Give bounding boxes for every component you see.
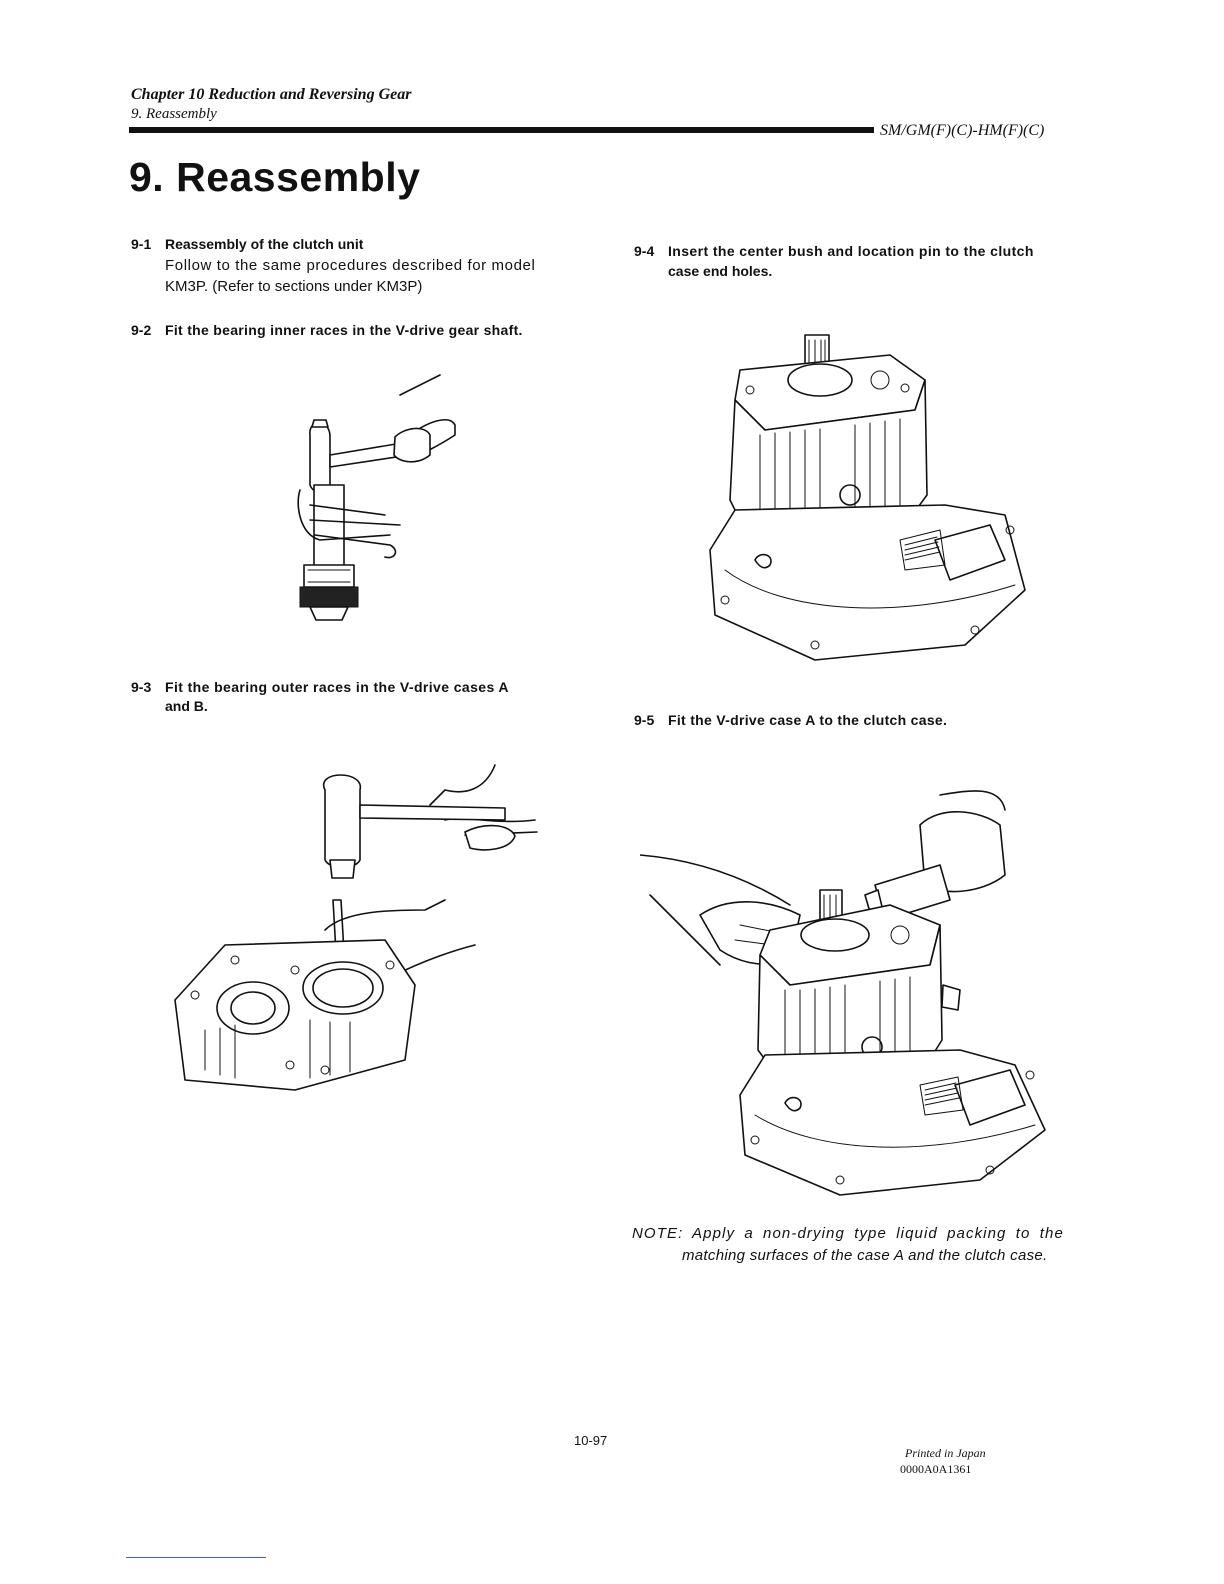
- note-line2: matching surfaces of the case A and the clutch case.: [682, 1247, 1048, 1264]
- footer-link-line: [126, 1557, 266, 1558]
- figure-outer-race-hammering: [165, 760, 545, 1105]
- step-9-3-title-line2: and B.: [165, 698, 208, 714]
- step-9-4-title-line1: Insert the center bush and location pin to the clutch: [668, 243, 1034, 259]
- figure-gear-shaft-hammering: [290, 365, 470, 630]
- figure-clutch-case-pins: [705, 330, 1035, 665]
- step-9-3-title-line1: Fit the bearing outer races in the V-drive cases A: [165, 679, 509, 695]
- step-9-1-body-line1: Follow to the same procedures described for model: [165, 257, 536, 274]
- step-9-5-title: Fit the V-drive case A to the clutch case.: [668, 712, 948, 728]
- step-9-1-number: 9-1: [131, 236, 152, 252]
- header-rule: [129, 127, 874, 133]
- step-9-2-title: Fit the bearing inner races in the V-drive gear shaft.: [165, 322, 523, 338]
- model-label: SM/GM(F)(C)-HM(F)(C): [880, 122, 1045, 139]
- step-9-1-title: Reassembly of the clutch unit: [165, 236, 364, 252]
- step-9-3-number: 9-3: [131, 679, 152, 695]
- page-title: 9. Reassembly: [129, 154, 421, 200]
- note-line1: NOTE: Apply a non-drying type liquid packing to the: [632, 1225, 1064, 1242]
- step-9-1-body-line2: KM3P. (Refer to sections under KM3P): [165, 278, 423, 295]
- page-number: 10-97: [574, 1433, 608, 1448]
- step-9-2-number: 9-2: [131, 322, 152, 338]
- document-code: 0000A0A1361: [900, 1462, 972, 1476]
- printed-in: Printed in Japan: [905, 1446, 986, 1460]
- step-9-5-number: 9-5: [634, 712, 655, 728]
- figure-liquid-packing: [640, 785, 1060, 1205]
- step-9-4-title-line2: case end holes.: [668, 263, 773, 279]
- section-heading: 9. Reassembly: [131, 106, 217, 122]
- chapter-heading: Chapter 10 Reduction and Reversing Gear: [131, 86, 412, 103]
- step-9-4-number: 9-4: [634, 243, 655, 259]
